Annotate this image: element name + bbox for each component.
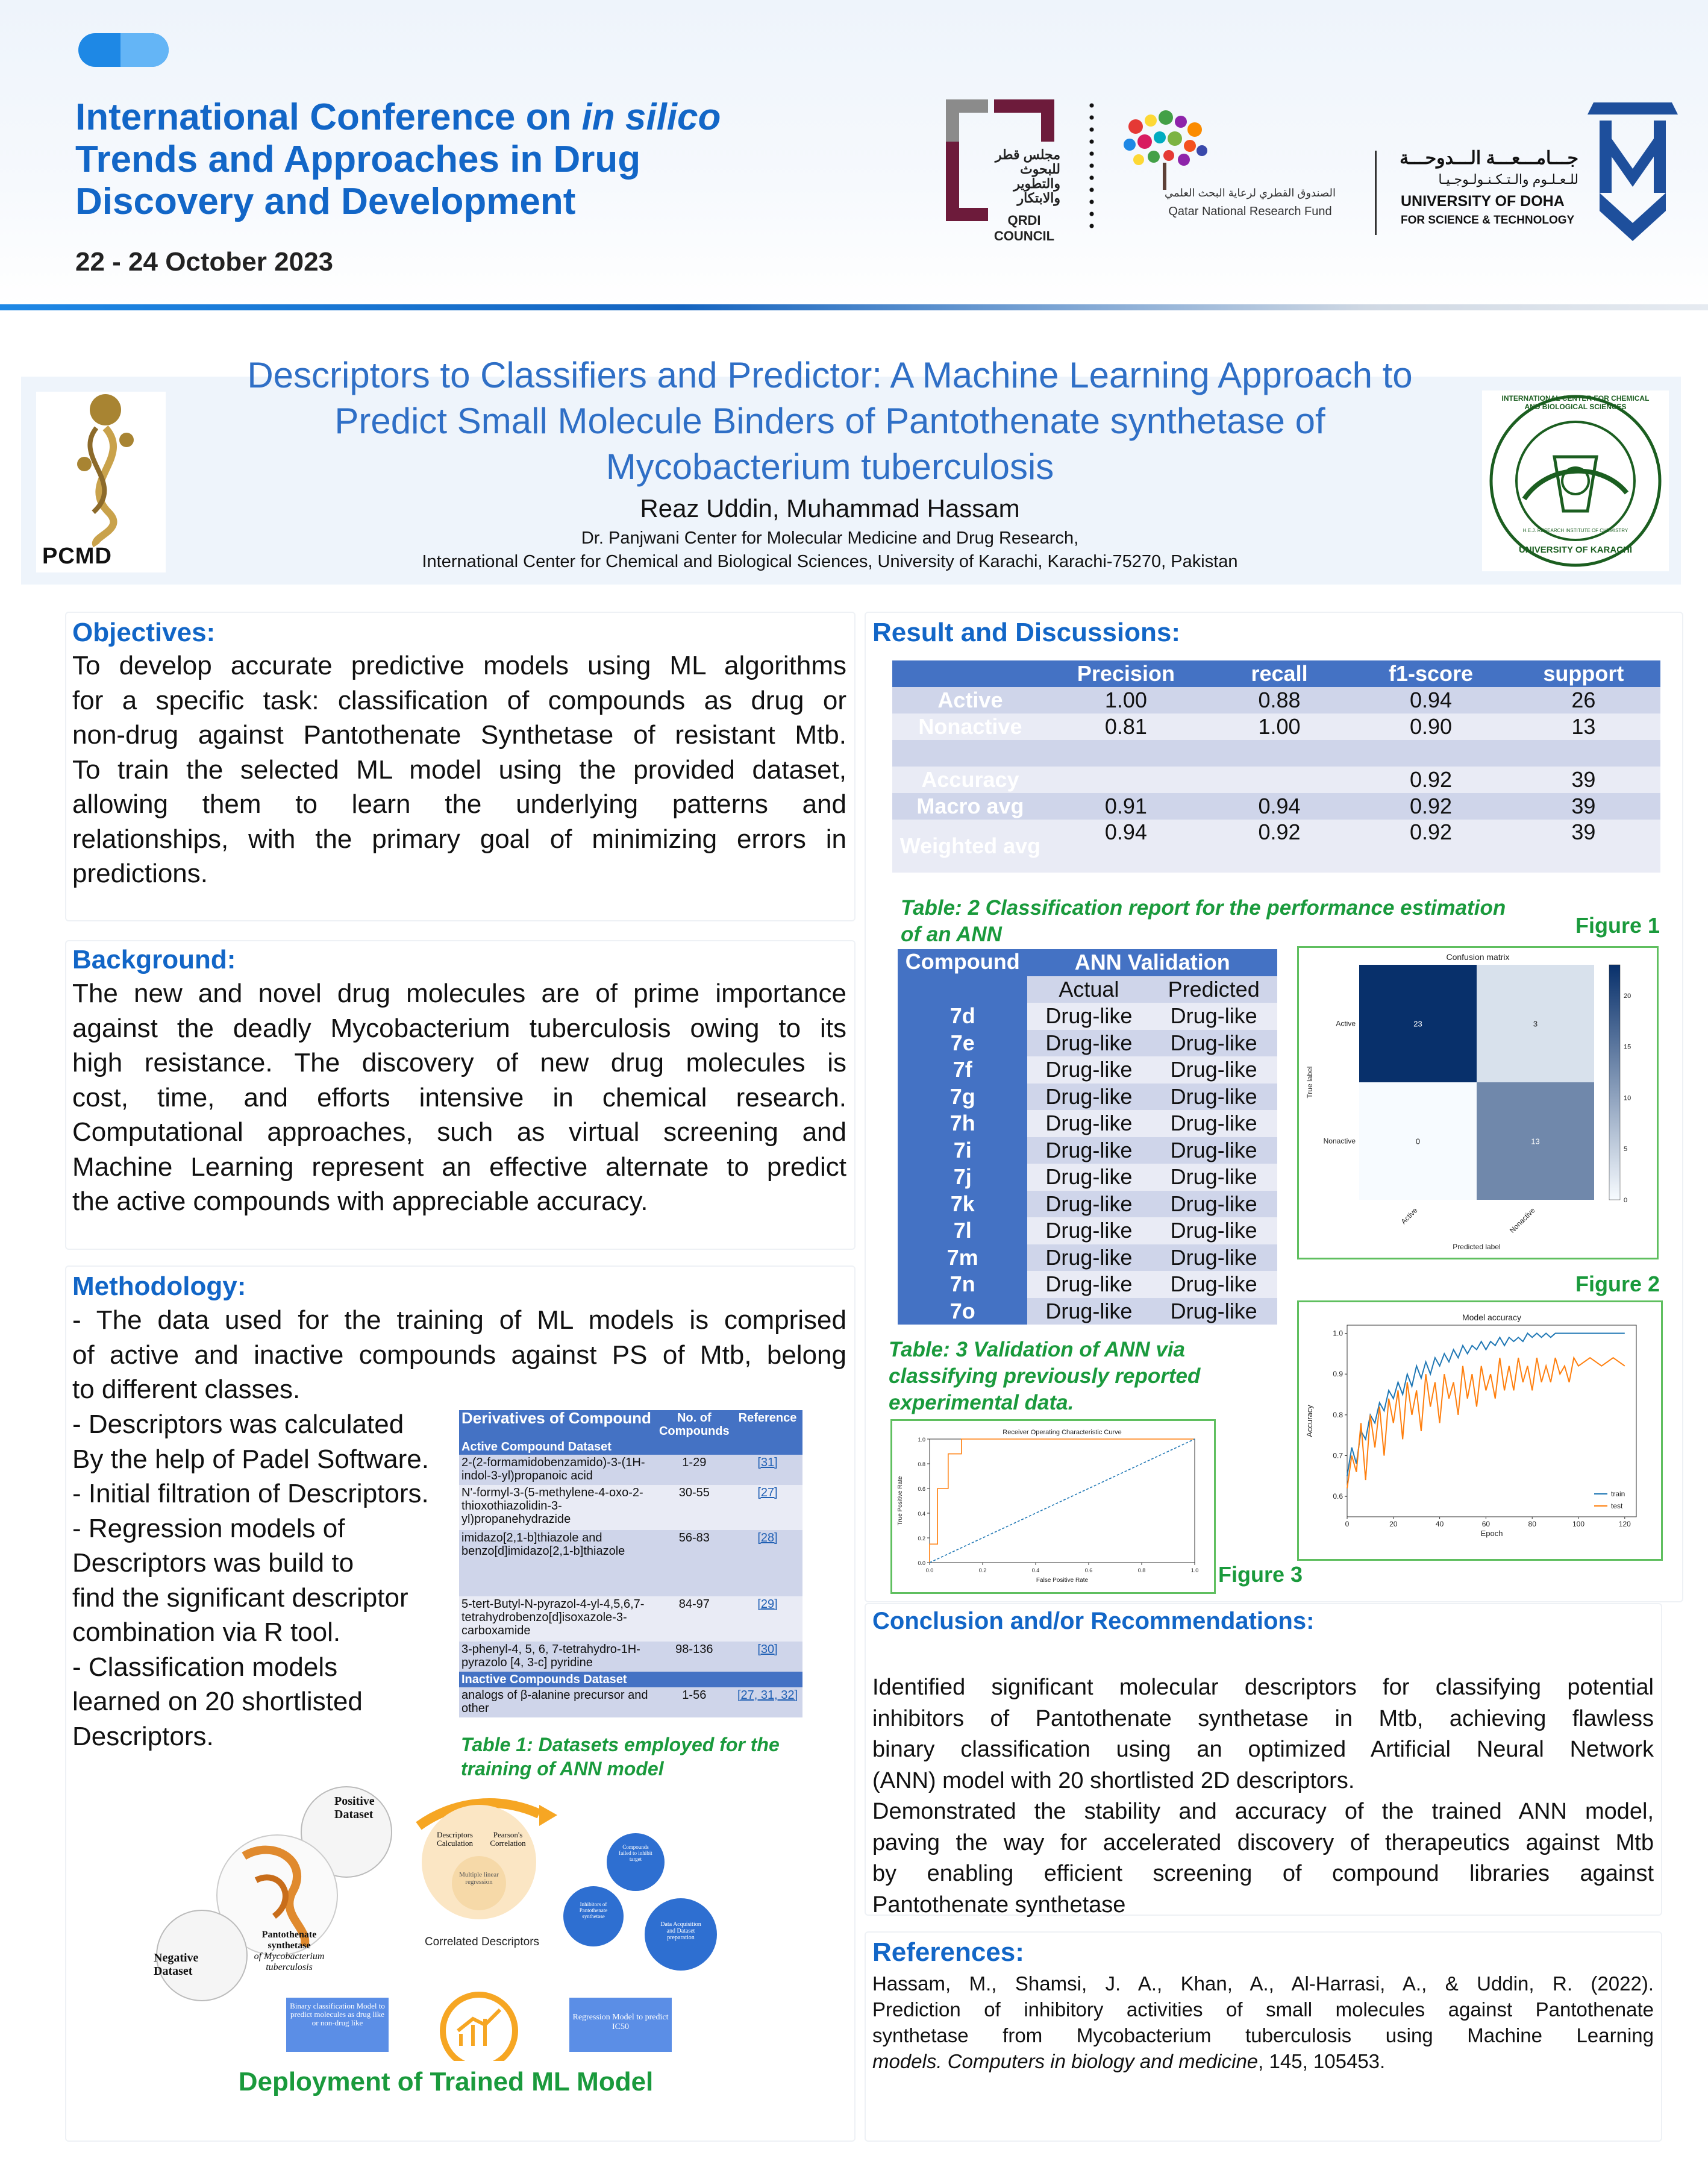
- t1-range: 84-97: [656, 1596, 733, 1642]
- methodology-line: of active and inactive compounds against PS of Mtb, belong: [72, 1340, 846, 1370]
- cm-y-tick: Active: [1336, 1019, 1356, 1028]
- y-tick-label: 0.7: [1333, 1451, 1343, 1460]
- t2-cell: 0.92: [1355, 767, 1507, 793]
- colorbar-tick: 5: [1624, 1146, 1628, 1153]
- t2-header: recall: [1204, 660, 1355, 687]
- positive-dataset-label: Positive Dataset: [334, 1795, 375, 1821]
- x-tick-label: 80: [1528, 1520, 1536, 1528]
- conclusion-line: inhibitors of Pantothenate synthetase in Mtb, achieving flawless: [872, 1705, 1654, 1731]
- y-tick-label: 0.2: [918, 1535, 925, 1541]
- background-text: [72, 976, 846, 1219]
- t1-name: N'-formyl-3-(5-methylene-4-oxo-2-thioxothiazolidin-3-yl)propanehydrazide: [459, 1485, 656, 1530]
- pcmd-wordmark: PCMD: [42, 544, 112, 569]
- conclusion-line: Demonstrated the stability and accuracy of the trained ANN model,: [872, 1799, 1654, 1824]
- t2-cell: 13: [1507, 713, 1660, 740]
- t3-actual: Drug-like: [1027, 1244, 1150, 1272]
- t2-cell: 0.88: [1204, 687, 1355, 713]
- poster-title: [181, 353, 1479, 490]
- t2-row-label: Nonactive: [892, 713, 1048, 740]
- background-line: Machine Learning represent an effective alternate to predict: [72, 1152, 846, 1182]
- background-heading: Background:: [72, 945, 236, 974]
- t1-header: Reference: [733, 1410, 802, 1439]
- t3-actual: Drug-like: [1027, 1084, 1150, 1111]
- methodology-line: Descriptors.: [72, 1721, 214, 1751]
- t3-compound: 7n: [898, 1271, 1027, 1298]
- enzyme-label: [244, 1930, 334, 1973]
- conclusion-line: paving the way for accelerated discovery of therapeutics against Mtb: [872, 1830, 1654, 1855]
- t3-actual: Drug-like: [1027, 1137, 1150, 1164]
- y-tick-label: 0.4: [918, 1511, 925, 1517]
- dna-figure-icon: [36, 392, 166, 548]
- poster-affiliation-2: International Center for Chemical and Biological Sciences, University of Karachi, Karachi-75270, Pakistan: [422, 552, 1238, 571]
- t1-header: No. of Compounds: [656, 1410, 733, 1439]
- iccbs-seal-icon: [1482, 390, 1669, 571]
- qnrf-arabic: الصندوق القطري لرعاية البحث العلمي: [1164, 187, 1336, 199]
- x-tick-label: 120: [1618, 1520, 1631, 1528]
- t1-ref[interactable]: [28]: [733, 1530, 802, 1596]
- t3-actual: Drug-like: [1027, 1191, 1150, 1218]
- confusion-matrix-chart: [1299, 948, 1657, 1258]
- conclusion-heading: Conclusion and/or Recommendations:: [872, 1608, 1315, 1634]
- udst-emblem-icon: [1588, 102, 1678, 241]
- methodology-line: - The data used for the training of ML models is comprised: [72, 1305, 846, 1335]
- methodology-line: - Regression models of: [72, 1513, 345, 1543]
- enzyme-label-line: tuberculosis: [266, 1962, 313, 1972]
- conference-title-line2: Trends and Approaches in Drug: [75, 139, 641, 180]
- t3-predicted: Drug-like: [1150, 1271, 1277, 1298]
- workflow-diagram: [154, 1778, 768, 2061]
- t1-name: analogs of β-alanine precursor and other: [459, 1687, 656, 1717]
- compounds-fail-label: Compounds failed to inhibit target: [619, 1844, 652, 1862]
- t3-compound: 7f: [898, 1056, 1027, 1084]
- cm-cell-value: 0: [1415, 1137, 1421, 1146]
- cm-x-tick: Active: [1399, 1206, 1419, 1226]
- table3-caption-line: classifying previously reported: [889, 1364, 1201, 1388]
- reference-line: Prediction of inhibitory activities of small molecules against Pantothenate: [872, 1998, 1654, 2021]
- qrdi-arabic: مجلس قطر للبحوث والتطوير والابتكار: [995, 147, 1060, 205]
- table1-caption: [461, 1733, 822, 1781]
- cm-x-tick: Nonactive: [1507, 1206, 1537, 1235]
- background-line: the active compounds with appreciable accuracy.: [72, 1187, 648, 1216]
- table3-caption-line: experimental data.: [889, 1391, 1074, 1414]
- pearson-label: Pearson's Correlation: [490, 1830, 526, 1848]
- methodology-line: By the help of Padel Software.: [72, 1444, 429, 1474]
- x-tick-label: 20: [1389, 1520, 1398, 1528]
- t2-cell: [1048, 767, 1204, 793]
- t3-compound: 7j: [898, 1164, 1027, 1191]
- t1-range: 1-56: [656, 1687, 733, 1717]
- qnrf-name: Qatar National Research Fund: [1168, 205, 1332, 218]
- t3-header-group: ANN Validation: [1027, 949, 1277, 976]
- background-line: against the deadly Mycobacterium tuberculosis owing to its: [72, 1013, 846, 1043]
- x-axis-label: False Positive Rate: [1036, 1577, 1089, 1584]
- t3-compound: 7m: [898, 1244, 1027, 1272]
- background-line: high resistance. The discovery of new drug molecules is: [72, 1048, 846, 1077]
- t1-range: 30-55: [656, 1485, 733, 1530]
- table3-caption: [889, 1337, 1250, 1416]
- logo-divider: [1375, 151, 1377, 235]
- iccbs-bottom-text: UNIVERSITY OF KARACHI: [1518, 545, 1633, 555]
- binary-label: Binary classification Model to predict molecules as drug like or non-drug like: [290, 2001, 385, 2027]
- figure2-frame: [1297, 1300, 1663, 1561]
- workflow-svg: [154, 1778, 768, 2061]
- conference-title: [75, 96, 798, 223]
- figure1-frame: [1297, 946, 1659, 1259]
- reference-journal: models. Computers in biology and medicine: [872, 2050, 1259, 2072]
- x-tick-label: 1.0: [1190, 1567, 1199, 1573]
- chart-title: Receiver Operating Characteristic Curve: [1003, 1429, 1122, 1436]
- reference-volume: , 145, 105453.: [1258, 2050, 1386, 2072]
- conclusion-text: [872, 1672, 1654, 1921]
- objectives-line: allowing them to learn the underlying patterns and: [72, 789, 846, 819]
- t3-compound: 7i: [898, 1137, 1027, 1164]
- t3-actual: Drug-like: [1027, 1030, 1150, 1057]
- t3-predicted: Drug-like: [1150, 1217, 1277, 1244]
- series-line-test: [1347, 1358, 1625, 1488]
- colorbar-tick: 15: [1624, 1043, 1631, 1051]
- t2-cell: 0.94: [1355, 687, 1507, 713]
- conclusion-line: binary classification using an optimized Artificial Neural Network: [872, 1737, 1654, 1762]
- t3-actual: Drug-like: [1027, 1298, 1150, 1325]
- t3-predicted: Drug-like: [1150, 1056, 1277, 1084]
- references-heading: References:: [872, 1937, 1024, 1967]
- t3-header-predicted: Predicted: [1150, 976, 1277, 1003]
- results-heading: Result and Discussions:: [872, 618, 1181, 647]
- t3-compound: 7g: [898, 1084, 1027, 1111]
- t2-cell: 0.92: [1355, 820, 1507, 873]
- y-tick-label: 0.6: [918, 1486, 925, 1492]
- conclusion-line: by enabling efficient screening of compound libraries against: [872, 1861, 1654, 1886]
- udst-name-1: UNIVERSITY OF DOHA: [1401, 193, 1565, 210]
- inhibitors-label: Inhibitors of Pantothenate synthetase: [579, 1901, 608, 1919]
- model-accuracy-chart: [1299, 1302, 1661, 1559]
- t1-header: Derivatives of Compound: [459, 1410, 656, 1439]
- udst-arabic-1: جـــامـــعـــة الـــدوحـــة: [1400, 148, 1578, 168]
- t1-ref[interactable]: [27, 31, 32]: [733, 1687, 802, 1717]
- t3-predicted: Drug-like: [1150, 1298, 1277, 1325]
- t3-compound: 7l: [898, 1217, 1027, 1244]
- t3-predicted: Drug-like: [1150, 1137, 1277, 1164]
- t2-header: support: [1507, 660, 1660, 687]
- t1-ref[interactable]: [30]: [733, 1642, 802, 1672]
- x-axis-label: Predicted label: [1453, 1243, 1501, 1251]
- t2-cell: 0.92: [1355, 793, 1507, 820]
- t1-name: 3-phenyl-4, 5, 6, 7-tetrahydro-1H-pyrazolo [4, 3-c] pyridine: [459, 1642, 656, 1672]
- t1-name: 2-(2-formamidobenzamido)-3-(1H-indol-3-yl)propanoic acid: [459, 1455, 656, 1485]
- t3-predicted: Drug-like: [1150, 1003, 1277, 1030]
- table2-caption: [901, 895, 1594, 948]
- cm-cell-value: 13: [1531, 1137, 1540, 1146]
- x-tick-label: 0: [1345, 1520, 1350, 1528]
- t2-cell: 0.94: [1048, 820, 1204, 873]
- figure3-label: Figure 3: [1218, 1562, 1303, 1587]
- correlated-label: Correlated Descriptors: [424, 1936, 540, 1948]
- classification-report-table: [892, 660, 1660, 873]
- roc-curve-chart: [892, 1421, 1214, 1592]
- cm-cell-value: 23: [1413, 1019, 1422, 1029]
- objectives-line: relationships, with the primary goal of minimizing errors in: [72, 824, 846, 854]
- descriptors-label: Descriptors Calculation: [437, 1830, 473, 1848]
- table2-caption-line: Table: 2 Classification report for the performance estimation: [901, 896, 1506, 920]
- conference-title-italic: in silico: [581, 96, 721, 138]
- methodology-heading: Methodology:: [72, 1272, 246, 1301]
- figure3-frame: [890, 1419, 1216, 1594]
- colorbar-tick: 10: [1624, 1094, 1631, 1102]
- t3-compound: 7k: [898, 1191, 1027, 1218]
- references-text: [872, 1971, 1654, 2074]
- t2-cell: 0.94: [1204, 793, 1355, 820]
- methodology-line: Descriptors was build to: [72, 1548, 354, 1578]
- table2-caption-line: of an ANN: [901, 923, 1002, 946]
- conference-logo-pill-accent: [120, 33, 169, 67]
- poster-title-line3: Mycobacterium tuberculosis: [605, 447, 1054, 487]
- x-tick-label: 0.4: [1031, 1567, 1040, 1573]
- t3-actual: Drug-like: [1027, 1056, 1150, 1084]
- figure1-label: Figure 1: [1575, 913, 1660, 938]
- logo-dotted-divider: [1089, 99, 1094, 235]
- t3-actual: Drug-like: [1027, 1110, 1150, 1137]
- udst-name-2: FOR SCIENCE & TECHNOLOGY: [1401, 214, 1575, 227]
- legend-label: train: [1611, 1490, 1625, 1498]
- t1-range: 1-29: [656, 1455, 733, 1485]
- x-tick-label: 40: [1435, 1520, 1444, 1528]
- qrdi-name: QRDI COUNCIL: [993, 213, 1055, 243]
- t3-actual: Drug-like: [1027, 1271, 1150, 1298]
- enzyme-label-line: of Mycobacterium: [254, 1951, 325, 1962]
- y-tick-label: 0.8: [1333, 1410, 1343, 1419]
- y-tick-label: 0.6: [1333, 1492, 1343, 1501]
- x-tick-label: 60: [1481, 1520, 1491, 1528]
- background-line: Computational approaches, such as virtual screening and: [72, 1117, 846, 1147]
- t2-cell: 39: [1507, 767, 1660, 793]
- t2-cell: [1507, 740, 1660, 767]
- t3-compound: 7h: [898, 1110, 1027, 1137]
- t3-predicted: Drug-like: [1150, 1084, 1277, 1111]
- mlr-label: Multiple linear regression: [459, 1871, 499, 1886]
- y-axis-label: True Positive Rate: [897, 1476, 904, 1526]
- t3-predicted: Drug-like: [1150, 1110, 1277, 1137]
- t1-section: Inactive Compounds Dataset: [459, 1672, 802, 1687]
- colorbar-tick: 0: [1624, 1197, 1628, 1204]
- cm-cell-value: 3: [1533, 1019, 1538, 1029]
- t2-cell: [1204, 767, 1355, 793]
- chart-title: Model accuracy: [1462, 1313, 1522, 1322]
- figure2-label: Figure 2: [1575, 1272, 1660, 1296]
- x-tick-label: 0.6: [1084, 1567, 1093, 1573]
- background-line: cost, time, and efforts intensive in chemical research.: [72, 1082, 846, 1112]
- poster-title-line1: Descriptors to Classifiers and Predictor: A Machine Learning Approach to: [247, 355, 1413, 395]
- t2-cell: [1355, 740, 1507, 767]
- objectives-line: predictions.: [72, 859, 208, 888]
- colorbar: [1609, 965, 1620, 1200]
- t3-compound: 7o: [898, 1298, 1027, 1325]
- reference-line: [872, 2048, 1654, 2074]
- deployment-circle: [443, 1995, 515, 2061]
- qnrf-logo: [1109, 108, 1362, 229]
- table1-caption-line: Table 1: Datasets employed for the: [461, 1734, 780, 1755]
- negative-dataset-label: Negative Dataset: [154, 1951, 199, 1978]
- t2-row-label: Macro avg: [892, 793, 1048, 820]
- t3-actual: Drug-like: [1027, 1217, 1150, 1244]
- udst-arabic-2: للـعـلـوم والـتـكـنـولـوجـيـا: [1438, 172, 1578, 187]
- qrdi-logo: [946, 99, 1066, 243]
- t2-header: f1-score: [1355, 660, 1507, 687]
- udst-logo: [1398, 102, 1681, 241]
- y-tick-label: 0.0: [918, 1560, 925, 1566]
- y-tick-label: 0.8: [918, 1461, 925, 1467]
- methodology-line: learned on 20 shortlisted: [72, 1687, 363, 1716]
- y-tick-label: 1.0: [1333, 1329, 1343, 1338]
- t2-row-label: [892, 740, 1048, 767]
- poster-authors: Reaz Uddin, Muhammad Hassam: [640, 494, 1020, 522]
- t2-row-label: Active: [892, 687, 1048, 713]
- methodology-line: combination via R tool.: [72, 1617, 341, 1647]
- iccbs-ring-text: INTERNATIONAL CENTER FOR CHEMICAL AND BIOLOGICAL SCIENCES: [1501, 394, 1650, 411]
- methodology-line: - Classification models: [72, 1652, 338, 1682]
- iccbs-logo: [1482, 390, 1669, 571]
- t2-cell: 0.92: [1204, 820, 1355, 873]
- t3-predicted: Drug-like: [1150, 1244, 1277, 1272]
- objectives-text: [72, 648, 846, 891]
- deployment-title: Deployment of Trained ML Model: [238, 2067, 654, 2097]
- x-tick-label: 100: [1572, 1520, 1585, 1528]
- conference-title-line3: Discovery and Development: [75, 181, 576, 222]
- t2-header: Precision: [1048, 660, 1204, 687]
- t2-cell: 39: [1507, 820, 1660, 873]
- cycle-arrow-head: [539, 1805, 557, 1826]
- regression-label: Regression Model to predict IC50: [572, 2013, 669, 2031]
- t1-range: 56-83: [656, 1530, 733, 1596]
- series-line-chance: [930, 1439, 1195, 1563]
- t3-compound: 7d: [898, 1003, 1027, 1030]
- t1-name: imidazo[2,1-b]thiazole and benzo[d]imidazo[2,1-b]thiazole: [459, 1530, 656, 1596]
- compounds-gear: [607, 1833, 665, 1891]
- x-tick-label: 0.0: [925, 1567, 934, 1573]
- x-tick-label: 0.8: [1137, 1567, 1146, 1573]
- header-stripe: [0, 304, 1708, 310]
- objectives-line: To develop accurate predictive models using ML algorithms: [72, 651, 846, 680]
- pcmd-logo: [36, 392, 166, 572]
- y-axis-label: Accuracy: [1305, 1405, 1314, 1437]
- t2-cell: [1204, 740, 1355, 767]
- conference-date: 22 - 24 October 2023: [75, 247, 334, 277]
- t1-section: Active Compound Dataset: [459, 1439, 802, 1455]
- table3-caption-line: Table: 3 Validation of ANN via: [889, 1338, 1186, 1361]
- poster-title-line2: Predict Small Molecule Binders of Pantothenate synthetase of: [334, 401, 1325, 441]
- t2-cell: 0.81: [1048, 713, 1204, 740]
- table1-caption-line: training of ANN model: [461, 1758, 664, 1780]
- ann-validation-table: [898, 949, 1277, 1325]
- t1-ref[interactable]: [29]: [733, 1596, 802, 1642]
- t2-cell: 39: [1507, 793, 1660, 820]
- y-tick-label: 1.0: [918, 1437, 925, 1443]
- colorbar-tick: 20: [1624, 992, 1631, 1000]
- t2-cell: 0.90: [1355, 713, 1507, 740]
- methodology-line: to different classes.: [72, 1375, 301, 1404]
- methodology-text-full: [72, 1303, 846, 1407]
- t1-range: 98-136: [656, 1642, 733, 1672]
- conclusion-line: Identified significant molecular descriptors for classifying potential: [872, 1675, 1654, 1700]
- t3-compound: 7e: [898, 1030, 1027, 1057]
- plot-frame: [1347, 1325, 1636, 1517]
- t3-predicted: Drug-like: [1150, 1191, 1277, 1218]
- poster-affiliation-1: Dr. Panjwani Center for Molecular Medicine and Drug Research,: [581, 528, 1079, 548]
- iccbs-inner-text: H.E.J. RESEARCH INSTITUTE OF CHEMISTRY: [1522, 528, 1628, 533]
- methodology-line: - Initial filtration of Descriptors.: [72, 1479, 429, 1508]
- t2-row-label: Accuracy: [892, 767, 1048, 793]
- legend-label: test: [1611, 1502, 1623, 1510]
- conference-title-prefix: International Conference on: [75, 96, 582, 138]
- t1-ref[interactable]: [31]: [733, 1455, 802, 1485]
- conclusion-line: (ANN) model with 20 shortlisted 2D descriptors.: [872, 1767, 1355, 1793]
- chart-title: Confusion matrix: [1446, 952, 1510, 962]
- t2-row-label: Weighted avg: [892, 820, 1048, 873]
- enzyme-label-line: Pantothenate synthetase: [261, 1930, 317, 1951]
- reference-line: Hassam, M., Shamsi, J. A., Khan, A., Al-Harrasi, A., & Uddin, R. (2022).: [872, 1972, 1654, 1995]
- objectives-line: To train the selected ML model using the provided dataset,: [72, 754, 846, 785]
- objectives-line: non-drug against Pantothenate Synthetase of resistant Mtb.: [72, 720, 846, 750]
- qnrf-flower-icon: [1118, 108, 1214, 193]
- t2-cell: [1048, 740, 1204, 767]
- methodology-line: - Descriptors was calculated: [72, 1410, 404, 1439]
- t2-header: [892, 660, 1048, 687]
- reference-line: synthetase from Mycobacterium tuberculosis using Machine Learning: [872, 2024, 1654, 2046]
- t2-cell: 1.00: [1204, 713, 1355, 740]
- conclusion-line: Pantothenate synthetase: [872, 1892, 1126, 1918]
- t3-actual: Drug-like: [1027, 1164, 1150, 1191]
- datasets-table: [459, 1410, 802, 1717]
- dataacq-label: Data Acquisition and Dataset preparation: [660, 1921, 701, 1941]
- y-axis-label: True label: [1306, 1066, 1314, 1099]
- t3-header-actual: Actual: [1027, 976, 1150, 1003]
- t1-name: 5-tert-Butyl-N-pyrazol-4-yl-4,5,6,7-tetrahydrobenzo[d]isoxazole-3-carboxamide: [459, 1596, 656, 1642]
- t3-actual: Drug-like: [1027, 1003, 1150, 1030]
- x-axis-label: Epoch: [1480, 1529, 1503, 1538]
- t2-cell: 0.91: [1048, 793, 1204, 820]
- t3-predicted: Drug-like: [1150, 1164, 1277, 1191]
- t3-predicted: Drug-like: [1150, 1030, 1277, 1057]
- objectives-heading: Objectives:: [72, 618, 216, 647]
- methodology-text-narrow: [72, 1407, 458, 1754]
- cm-y-tick: Nonactive: [1323, 1137, 1356, 1146]
- y-tick-label: 0.9: [1333, 1370, 1343, 1379]
- background-line: The new and novel drug molecules are of prime importance: [72, 979, 846, 1008]
- objectives-line: for a specific task: classification of compounds as drug or: [72, 685, 846, 715]
- t2-cell: 1.00: [1048, 687, 1204, 713]
- t3-header-compound: Compound: [898, 949, 1027, 1003]
- methodology-line: find the significant descriptor: [72, 1582, 408, 1613]
- x-tick-label: 0.2: [978, 1567, 987, 1573]
- t1-ref[interactable]: [27]: [733, 1485, 802, 1530]
- t2-cell: 26: [1507, 687, 1660, 713]
